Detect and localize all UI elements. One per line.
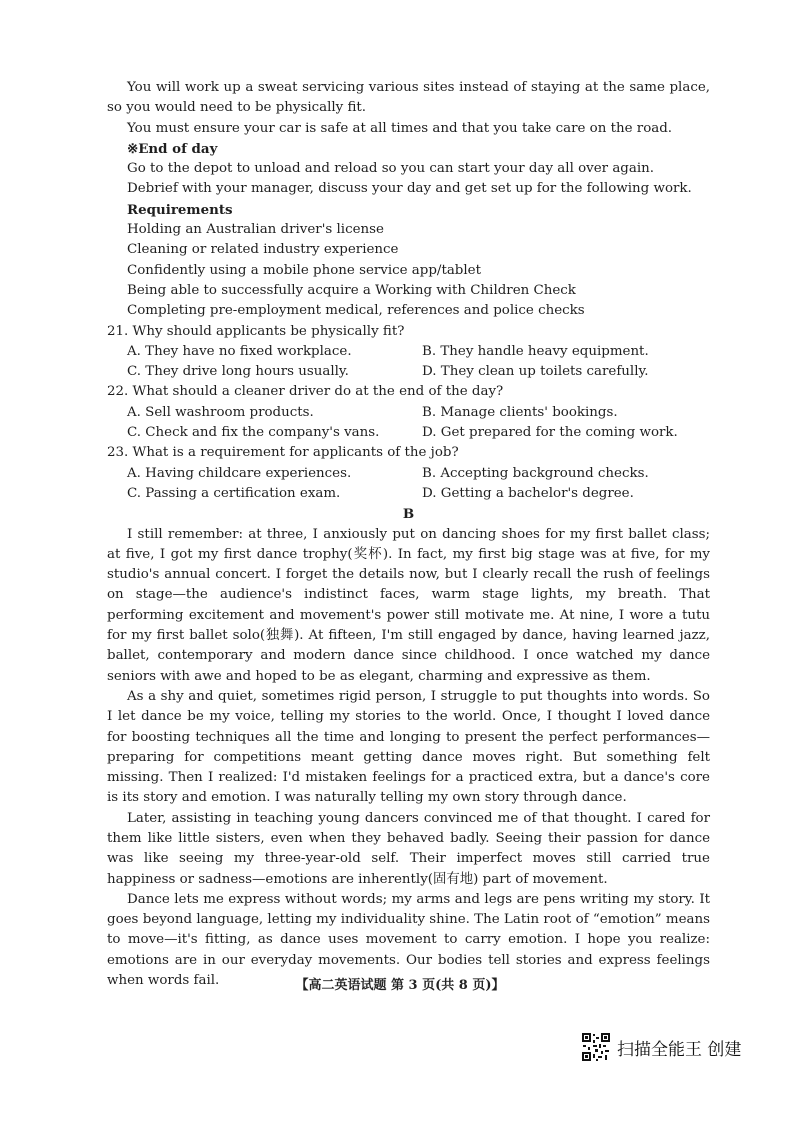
requirement-item: Cleaning or related industry experience	[127, 242, 399, 258]
scanner-watermark	[581, 1032, 741, 1062]
option-a: A. Sell washroom products.	[127, 404, 314, 420]
section-b-label: B	[402, 506, 415, 523]
requirement-item: Holding an Australian driver's license	[127, 222, 384, 238]
option-a: A. They have no fixed workplace.	[127, 343, 352, 359]
requirement-item: Being able to successfully acquire a Working with Children Check	[127, 282, 576, 298]
end-of-day-item: Debrief with your manager, discuss your day and get set up for the following work.	[127, 181, 692, 197]
option-d: D. Getting a bachelor's degree.	[422, 485, 634, 501]
end-of-day-heading: ※End of day	[127, 140, 218, 157]
option-b: B. Manage clients' bookings.	[422, 404, 618, 420]
option-d: D. Get prepared for the coming work.	[422, 425, 678, 441]
question-22-stem: 22. What should a cleaner driver do at the end of the day?	[107, 384, 504, 400]
passage-paragraph: I still remember: at three, I anxiously put on dancing shoes for my first ballet class; at five, I got my first dance trophy(奖杯). In fact, my first big stage was at five, for my studio's annual concert. I forget the details now, but I clearly recall the rush of feelings on stage—the audience's indistinct faces, warm stage lights, my breath. That performing excitement and movement's power still motivate me. At nine, I wore a tutu for my first ballet solo(独舞). At fifteen, I'm still engaged by dance, having learned jazz, ballet, contemporary and modern dance since childhood. I once watched my dance seniors with awe and hoped to be as elegant, charming and expressive as them.	[107, 526, 710, 684]
option-c: C. They drive long hours usually.	[127, 364, 349, 380]
page-content	[107, 78, 710, 991]
option-d: D. They clean up toilets carefully.	[422, 364, 649, 380]
option-c: C. Passing a certification exam.	[127, 485, 341, 501]
qr-code-icon	[581, 1032, 611, 1062]
option-b: B. They handle heavy equipment.	[422, 343, 649, 359]
question-22-options	[107, 403, 710, 444]
requirement-item: Confidently using a mobile phone service app/tablet	[127, 262, 481, 278]
option-c: C. Check and fix the company's vans.	[127, 425, 380, 441]
end-of-day-item: Go to the depot to unload and reload so you can start your day all over again.	[127, 161, 655, 177]
option-a: A. Having childcare experiences.	[127, 465, 352, 481]
option-b: B. Accepting background checks.	[422, 465, 649, 481]
question-23-options	[107, 464, 710, 505]
question-21-stem: 21. Why should applicants be physically fit?	[107, 323, 405, 339]
requirements-heading: Requirements	[127, 201, 233, 218]
intro-line-2: You must ensure your car is safe at all times and that you take care on the road.	[127, 120, 673, 136]
passage-paragraph: As a shy and quiet, sometimes rigid person, I struggle to put thoughts into words. So I let dance be my voice, telling my stories to the world. Once, I thought I loved dance for boosting techniques all the time and longing to present the perfect performances—preparing for competitions meant getting dance moves right. But something felt missing. Then I realized: I'd mistaken feelings for a practiced extra, but a dance's core is its story and emotion. I was naturally telling my own story through dance.	[107, 688, 710, 806]
question-21-options	[107, 342, 710, 383]
page-footer: 【高二英语试题 第 3 页(共 8 页)】	[295, 978, 505, 993]
passage-paragraph: Later, assisting in teaching young dancers convinced me of that thought. I cared for them like little sisters, even when they behaved badly. Seeing their passion for dance was like seeing my three-year-old self. Their imperfect moves still carried true happiness or sadness—emotions are inherently(固有地) part of movement.	[107, 810, 710, 887]
scanner-watermark-text: 扫描全能王 创建	[617, 1039, 742, 1060]
requirement-item: Completing pre-employment medical, references and police checks	[127, 303, 585, 319]
intro-paragraph-1: You will work up a sweat servicing various sites instead of staying at the same place, so you would need to be physically fit.	[107, 80, 710, 116]
question-23-stem: 23. What is a requirement for applicants of the job?	[107, 445, 459, 461]
passage-paragraph: Dance lets me express without words; my arms and legs are pens writing my story. It goes beyond language, letting my individuality shine. The Latin root of “emotion” means to move—it's fitting, as dance uses movement to carry emotion. I hope you realize: emotions are in our everyday movements. Our bodies tell stories and express feelings when words fail.	[107, 891, 710, 989]
